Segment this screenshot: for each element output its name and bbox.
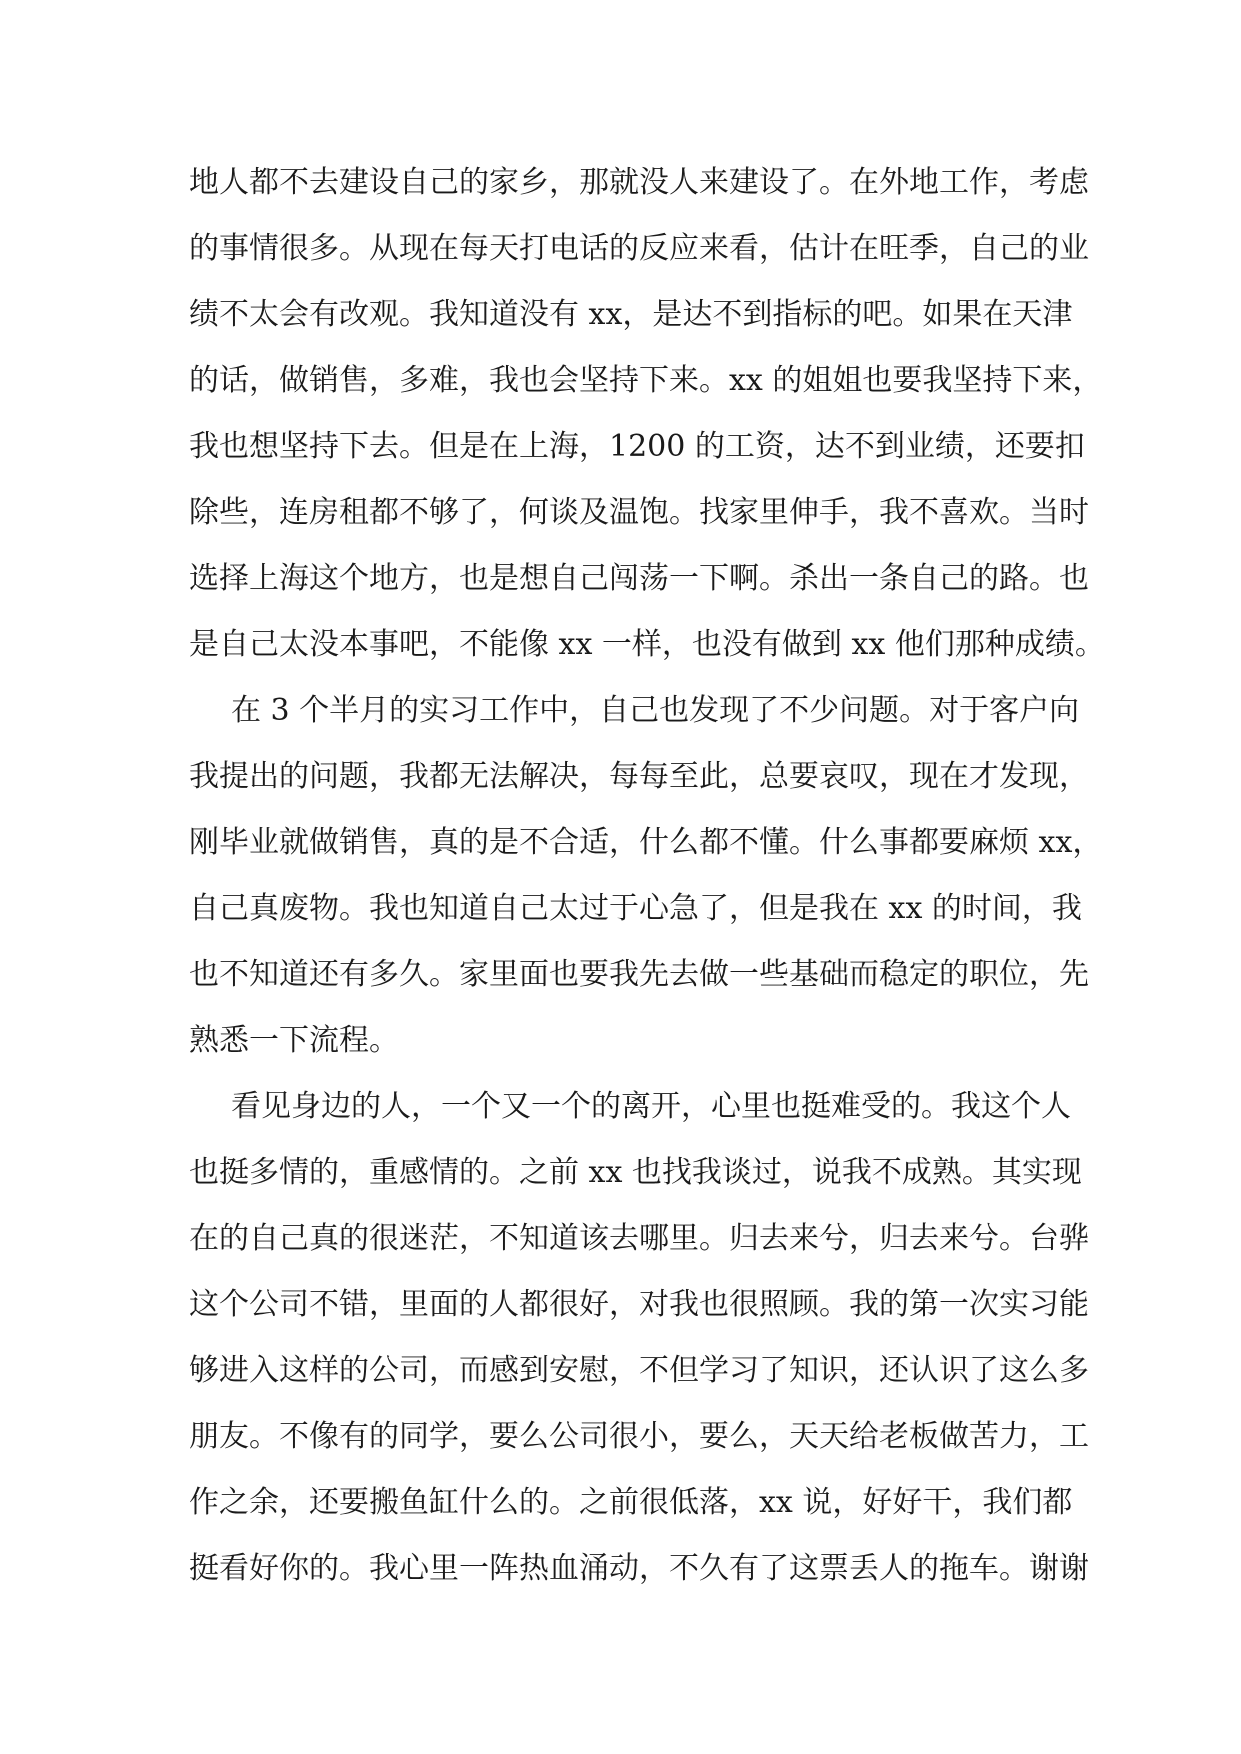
text-line: 在 3 个半月的实习工作中，自己也发现了不少问题。对于客户向 (231, 693, 1080, 728)
text-line: 刚毕业就做销售，真的是不合适，什么都不懂。什么事都要麻烦 xx， (189, 825, 1103, 860)
text-line: 选择上海这个地方，也是想自己闯荡一下啊。杀出一条自己的路。也 (189, 561, 1089, 596)
text-line: 我提出的问题，我都无法解决，每每至此，总要哀叹，现在才发现， (189, 759, 1089, 794)
text-line: 看见身边的人，一个又一个的离开，心里也挺难受的。我这个人 (231, 1089, 1071, 1124)
text-line: 也挺多情的，重感情的。之前 xx 也找我谈过，说我不成熟。其实现 (189, 1155, 1082, 1190)
paragraph-3 (189, 1074, 1089, 1602)
text-line: 绩不太会有改观。我知道没有 xx，是达不到指标的吧。如果在天津 (189, 297, 1073, 332)
text-line: 自己真废物。我也知道自己太过于心急了，但是我在 xx 的时间，我 (189, 891, 1082, 926)
text-line: 在的自己真的很迷茫，不知道该去哪里。归去来兮，归去来兮。台骅 (189, 1221, 1089, 1256)
text-line: 够进入这样的公司，而感到安慰，不但学习了知识，还认识了这么多 (189, 1353, 1089, 1388)
text-line: 我也想坚持下去。但是在上海，1200 的工资，达不到业绩，还要扣 (189, 429, 1085, 464)
paragraph-2 (189, 678, 1103, 1074)
paragraph-1 (189, 150, 1105, 678)
text-line: 这个公司不错，里面的人都很好，对我也很照顾。我的第一次实习能 (189, 1287, 1089, 1322)
text-line: 地人都不去建设自己的家乡，那就没人来建设了。在外地工作，考虑 (189, 165, 1089, 200)
text-line: 朋友。不像有的同学，要么公司很小，要么，天天给老板做苦力，工 (189, 1419, 1089, 1454)
text-line: 也不知道还有多久。家里面也要我先去做一些基础而稳定的职位，先 (189, 957, 1089, 992)
text-line: 的事情很多。从现在每天打电话的反应来看，估计在旺季，自己的业 (189, 231, 1089, 266)
text-line: 作之余，还要搬鱼缸什么的。之前很低落，xx 说，好好干，我们都 (189, 1485, 1073, 1520)
text-line: 的话，做销售，多难，我也会坚持下来。xx 的姐姐也要我坚持下来， (189, 363, 1103, 398)
text-line: 挺看好你的。我心里一阵热血涌动，不久有了这票丢人的拖车。谢谢 (189, 1551, 1089, 1586)
text-line: 是自己太没本事吧，不能像 xx 一样，也没有做到 xx 他们那种成绩。 (189, 627, 1105, 662)
text-line: 除些，连房租都不够了，何谈及温饱。找家里伸手，我不喜欢。当时 (189, 495, 1089, 530)
body-text (189, 150, 1105, 1602)
text-line: 熟悉一下流程。 (189, 1023, 399, 1058)
